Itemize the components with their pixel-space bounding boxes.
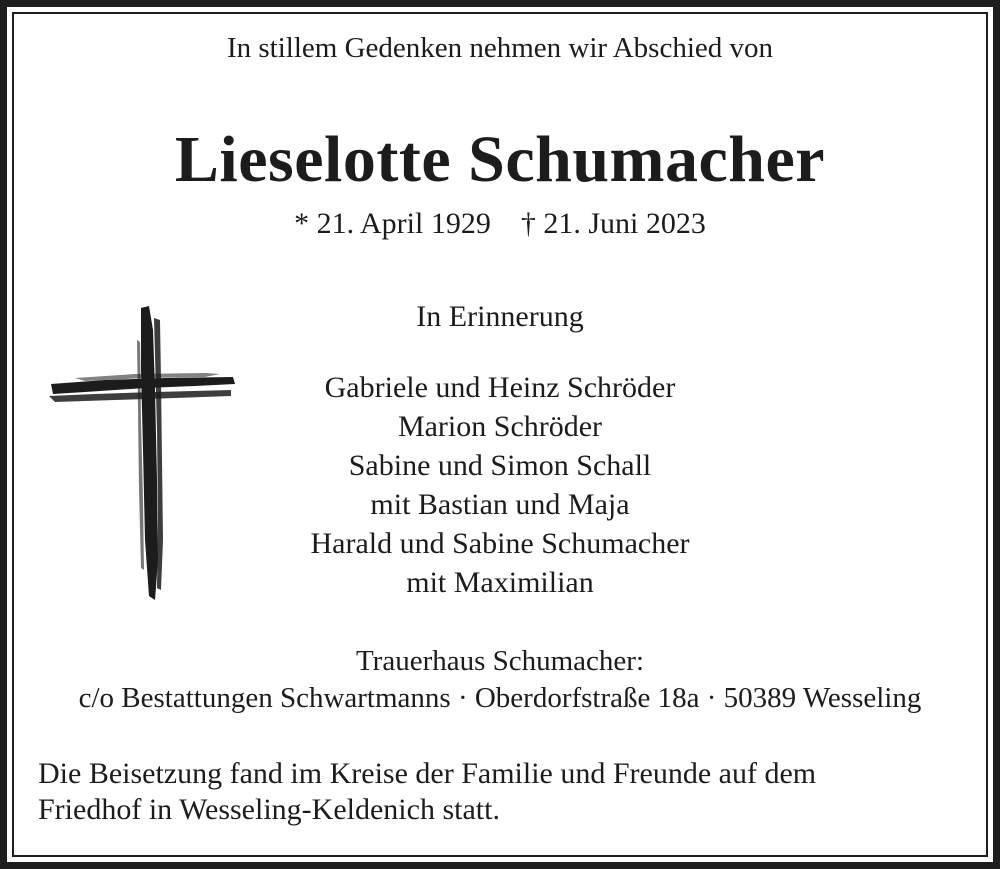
list-item: Marion Schröder [397, 410, 603, 443]
list-item: Harald und Sabine Schumacher [310, 527, 690, 560]
closing-line: Friedhof in Wesseling-Keldenich statt. [38, 793, 500, 826]
mourners-list [0, 368, 1000, 602]
intro-text: In stillem Gedenken nehmen wir Abschied von [226, 32, 774, 64]
death-date: † 21. Juni 2023 [520, 207, 706, 240]
mourning-house-address: c/o Bestattungen Schwartmanns · Oberdorfstraße 18a · 50389 Wesseling [78, 682, 922, 714]
deceased-name: Lieselotte Schumacher [174, 123, 826, 196]
birth-date: * 21. April 1929 [294, 207, 491, 240]
list-item: Gabriele und Heinz Schröder [324, 371, 676, 404]
list-item: mit Bastian und Maja [370, 488, 630, 521]
life-dates [0, 207, 1000, 241]
in-memory-heading: In Erinnerung [416, 300, 584, 333]
closing-note [38, 756, 968, 828]
mourning-house-label: Trauerhaus Schumacher: [355, 645, 645, 677]
closing-line: Die Beisetzung fand im Kreise der Familie und Freunde auf dem [38, 757, 817, 790]
list-item: mit Maximilian [406, 566, 594, 599]
list-item: Sabine und Simon Schall [348, 449, 652, 482]
